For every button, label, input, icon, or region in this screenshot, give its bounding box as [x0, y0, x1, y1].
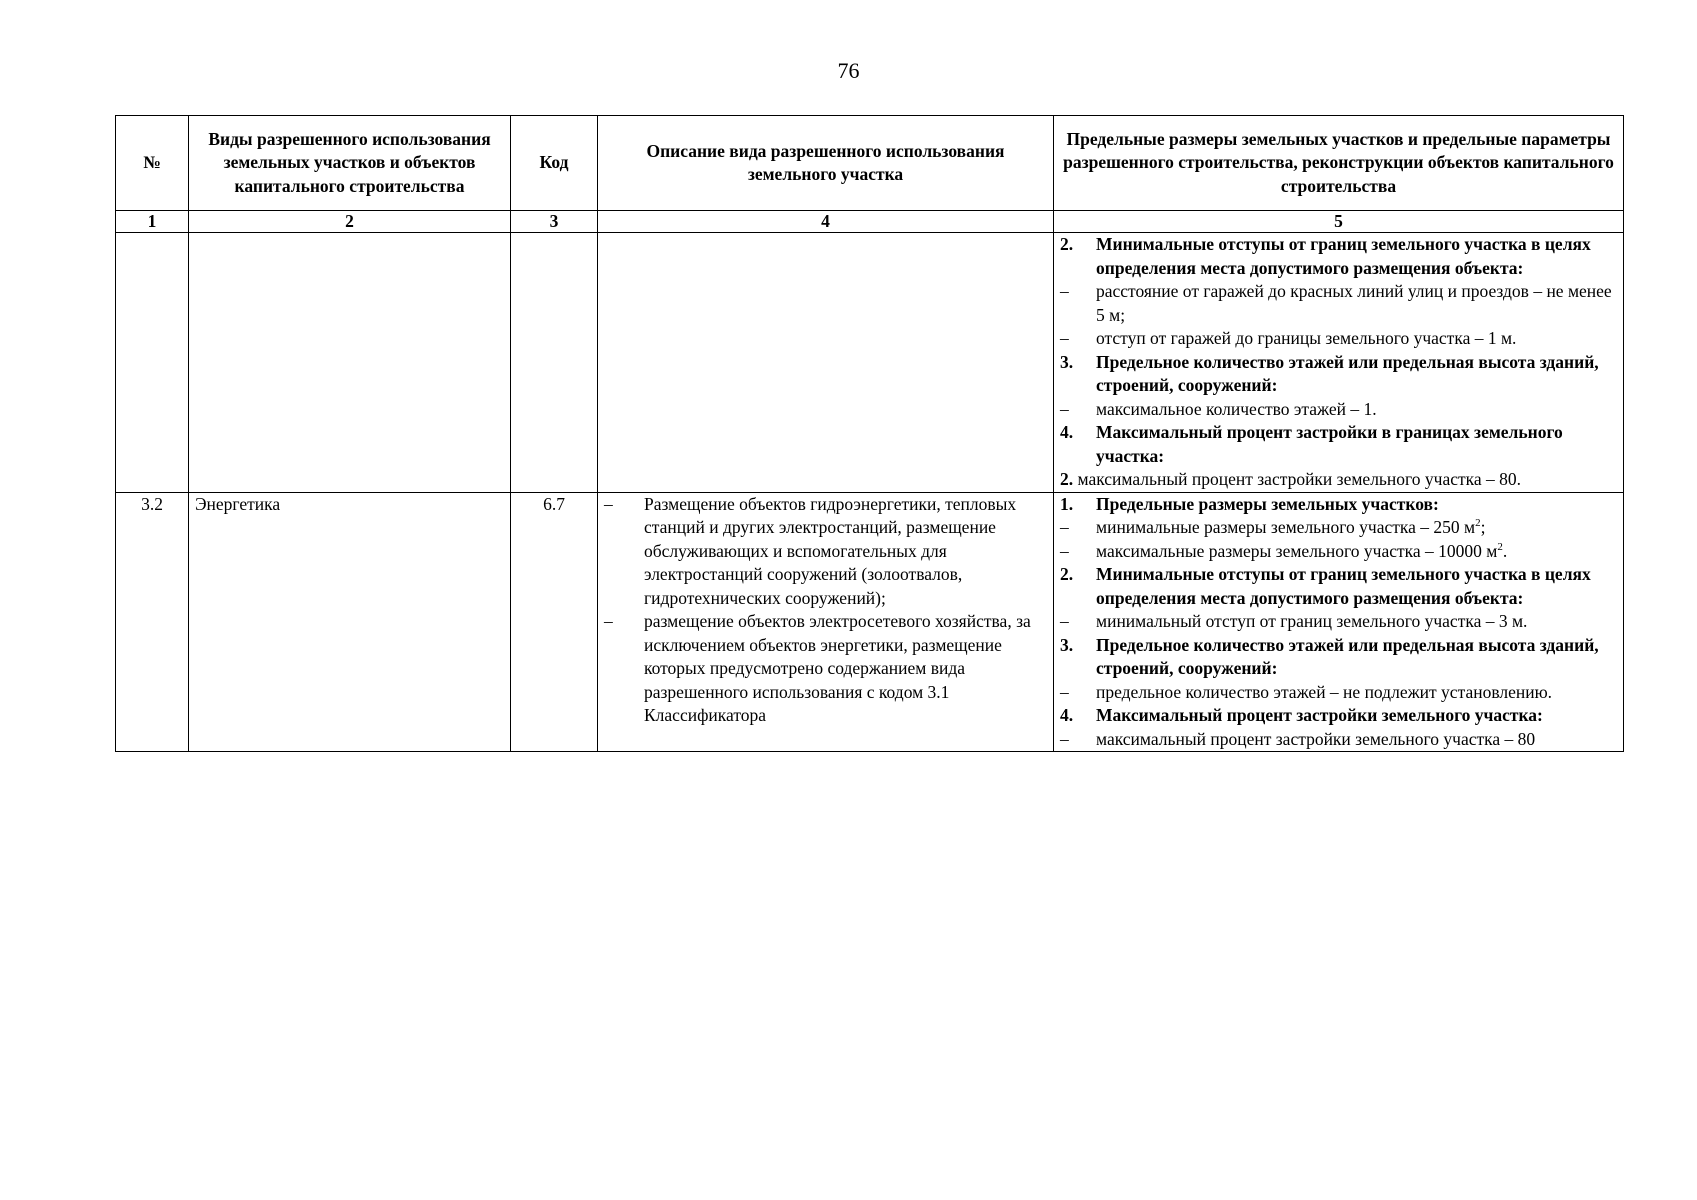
cell-code: 6.7: [511, 492, 598, 752]
list-item: [1060, 493, 1617, 517]
list-item: [1060, 327, 1617, 351]
list-text: максимальные размеры земельного участка – 10000 м: [1096, 540, 1498, 561]
list-marker: 3.: [1060, 351, 1074, 372]
list-marker: 1.: [1060, 493, 1074, 514]
header-row: [116, 116, 1624, 211]
list-text: Предельное количество этажей или предельная высота зданий, строений, сооружений:: [1096, 351, 1599, 395]
list-marker: 2.: [1060, 564, 1074, 584]
list-item: [1060, 540, 1617, 564]
superscript: 2: [1497, 540, 1503, 553]
header-limits: Предельные размеры земельных участков и предельные параметры разрешенного строительства, реконструкции объектов капитального строительства: [1054, 116, 1624, 211]
cell-limits: [1054, 492, 1624, 752]
list-text: максимальный процент застройки земельного участка – 80: [1096, 728, 1536, 749]
list-item: [1060, 704, 1617, 728]
column-number: 4: [598, 211, 1054, 233]
limits-list: [1060, 233, 1617, 492]
header-no: №: [116, 116, 189, 211]
list-item: [604, 493, 1047, 611]
land-use-table: [115, 115, 1624, 752]
list-item: [1060, 398, 1617, 422]
column-numbers-row: [116, 211, 1624, 233]
list-item: [604, 610, 1047, 728]
list-marker: 3.: [1060, 634, 1074, 655]
column-number: 5: [1054, 211, 1624, 233]
cell-limits: [1054, 233, 1624, 493]
list-marker: –: [1060, 517, 1069, 537]
list-text: Предельные размеры земельных участков:: [1096, 493, 1439, 514]
cell-description: [598, 492, 1054, 752]
list-text: Минимальные отступы от границ земельного участка в целях определения места допустимого размещения объекта:: [1096, 564, 1591, 608]
list-text: максимальный процент застройки земельного участка – 80.: [1077, 469, 1522, 489]
table-row-continued: [116, 233, 1624, 493]
list-marker: 4.: [1060, 422, 1074, 442]
list-text: минимальный отступ от границ земельного участка – 3 м.: [1096, 611, 1528, 631]
list-item: [1060, 728, 1617, 752]
list-text: размещение объектов электросетевого хозяйства, за исключением объектов энергетики, размещение которых предусмотрено содержанием вида разрешенного использования с кодом 3.1 Классификатора: [644, 611, 1031, 725]
list-text: максимальное количество этажей – 1.: [1096, 398, 1377, 419]
list-text: отступ от гаражей до границы земельного участка – 1 м.: [1096, 328, 1517, 348]
list-marker: 4.: [1060, 705, 1074, 725]
cell-description: [598, 233, 1054, 493]
list-text: Предельное количество этажей или предельная высота зданий, строений, сооружений:: [1096, 634, 1599, 678]
list-marker: 2.: [1060, 469, 1074, 489]
list-text: предельное количество этажей – не подлежит установлению.: [1096, 681, 1553, 702]
list-item: [1060, 634, 1617, 681]
list-item: [1060, 681, 1617, 705]
list-item: [1060, 563, 1617, 610]
column-number: 1: [116, 211, 189, 233]
table-row-energy: [116, 492, 1624, 752]
list-item: [1060, 610, 1617, 634]
header-kind: Виды разрешенного использования земельных участков и объектов капитального строительства: [189, 116, 511, 211]
list-text-tail: ;: [1480, 517, 1486, 537]
cell-kind: [189, 233, 511, 493]
list-text: минимальные размеры земельного участка – 250 м: [1096, 517, 1476, 537]
column-number: 2: [189, 211, 511, 233]
list-text: Максимальный процент застройки в границах земельного участка:: [1096, 422, 1563, 466]
list-marker: –: [604, 611, 613, 631]
list-marker: –: [604, 493, 613, 514]
list-text: Минимальные отступы от границ земельного участка в целях определения места допустимого размещения объекта:: [1096, 234, 1591, 278]
cell-no: [116, 233, 189, 493]
header-code: Код: [511, 116, 598, 211]
list-item: [1060, 233, 1617, 280]
list-marker: 2.: [1060, 234, 1074, 254]
list-marker: –: [1060, 681, 1069, 702]
list-item: [1060, 468, 1617, 492]
list-marker: –: [1060, 540, 1069, 561]
list-item: [1060, 421, 1617, 468]
limits-list: [1060, 493, 1617, 752]
cell-kind: Энергетика: [189, 492, 511, 752]
description-list: [604, 493, 1047, 728]
list-marker: –: [1060, 281, 1069, 301]
list-marker: –: [1060, 611, 1069, 631]
cell-no: 3.2: [116, 492, 189, 752]
list-text-tail: .: [1502, 540, 1508, 561]
list-text: расстояние от гаражей до красных линий улиц и проездов – не менее 5 м;: [1096, 281, 1612, 325]
list-marker: –: [1060, 328, 1069, 348]
column-number: 3: [511, 211, 598, 233]
cell-code: [511, 233, 598, 493]
list-item: [1060, 351, 1617, 398]
list-text: Размещение объектов гидроэнергетики, тепловых станций и других электростанций, размещение обслуживающих и вспомогательных для электростанций сооружений (золоотвалов, гидротехнических сооружений);: [644, 493, 1017, 608]
header-description: Описание вида разрешенного использования земельного участка: [598, 116, 1054, 211]
list-item: [1060, 516, 1617, 540]
superscript: 2: [1475, 517, 1481, 530]
list-text: Максимальный процент застройки земельного участка:: [1096, 705, 1543, 725]
list-item: [1060, 280, 1617, 327]
list-marker: –: [1060, 398, 1069, 419]
list-marker: –: [1060, 728, 1069, 749]
page-number: 76: [837, 58, 860, 83]
